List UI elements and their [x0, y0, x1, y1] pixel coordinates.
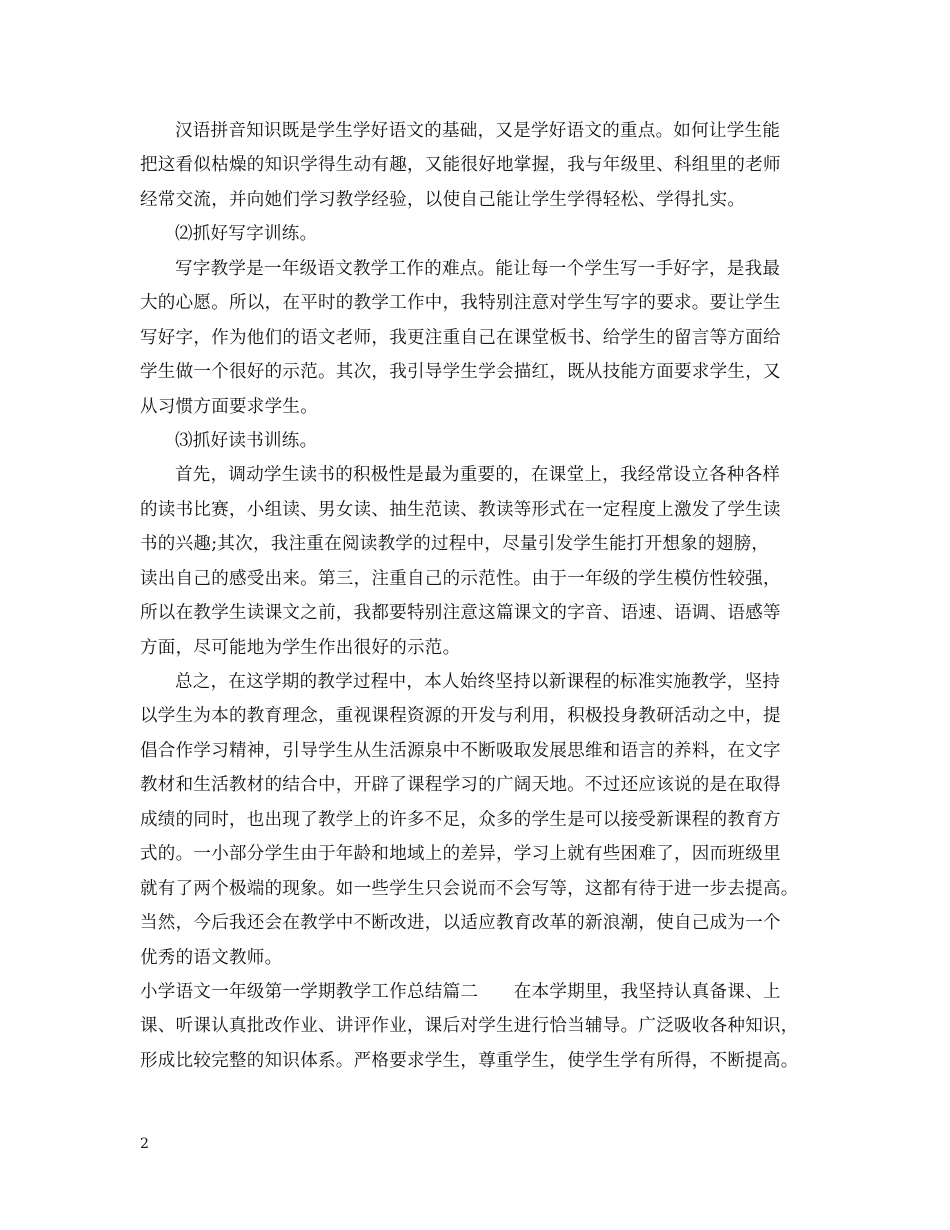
text-line: 小学语文一年级第一学期教学工作总结篇二 在本学期里，我坚持认真备课、上 — [140, 981, 781, 1002]
text-line: 从习惯方面要求学生。 — [140, 396, 318, 417]
text-line: 书的兴趣;其次，我注重在阅读教学的过程中，尽量引发学生能打开想象的翅膀， — [140, 534, 770, 555]
text-line: 倡合作学习精神，引导学生从生活源泉中不断吸取发展思维和语言的养料，在文字 — [140, 740, 781, 761]
text-line: 式的。一小部分学生由于年龄和地域上的差异，学习上就有些困难了，因而班级里 — [140, 844, 781, 865]
text-line: 总之，在这学期的教学过程中，本人始终坚持以新课程的标准实施教学，坚持 — [175, 672, 781, 692]
text-line: 写好字，作为他们的语文老师，我更注重自己在课堂板书、给学生的留言等方面给 — [140, 327, 781, 348]
text-line: 教材和生活教材的结合中，开辟了课程学习的广阔天地。不过还应该说的是在取得 — [140, 775, 781, 796]
text-line: 大的心愿。所以，在平时的教学工作中，我特别注意对学生写字的要求。要让学生 — [140, 293, 781, 314]
text-line: 写字教学是一年级语文教学工作的难点。能让每一个学生写一手好字，是我最 — [175, 258, 781, 279]
text-line: ⑶抓好读书训练。 — [175, 430, 318, 451]
text-line: 方面，尽可能地为学生作出很好的示范。 — [140, 637, 461, 658]
text-line: 成绩的同时，也出现了教学上的许多不足，众多的学生是可以接受新课程的教育方 — [140, 809, 781, 830]
page-number: 2 — [140, 1136, 149, 1152]
text-line: 形成比较完整的知识体系。严格要求学生，尊重学生，使学生学有所得，不断提高。 — [140, 1050, 799, 1071]
text-line: 读出自己的感受出来。第三，注重自己的示范性。由于一年级的学生模仿性较强， — [140, 568, 781, 589]
text-line: 当然，今后我还会在教学中不断改进，以适应教育改革的新浪潮，使自己成为一个 — [140, 913, 781, 934]
text-line: 的读书比赛，小组读、男女读、抽生范读、教读等形式在一定程度上激发了学生读 — [140, 499, 781, 520]
text-line: 经常交流，并向她们学习教学经验，以使自己能让学生学得轻松、学得扎实。 — [140, 189, 746, 210]
text-line: 课、听课认真批改作业、讲评作业，课后对学生进行恰当辅导。广泛吸收各种知识， — [140, 1016, 799, 1037]
text-line: 汉语拼音知识既是学生学好语文的基础，又是学好语文的重点。如何让学生能 — [175, 121, 781, 141]
text-line: 优秀的语文教师。 — [140, 947, 283, 968]
text-line: 就有了两个极端的现象。如一些学生只会说而不会写等，这都有待于进一步去提高。 — [140, 878, 799, 899]
text-line: 以学生为本的教育理念，重视课程资源的开发与利用，积极投身教研活动之中，提 — [140, 706, 781, 727]
text-line: 把这看似枯燥的知识学得生动有趣，又能很好地掌握，我与年级里、科组里的老师 — [140, 155, 781, 176]
document-body — [140, 114, 820, 1078]
text-line: 首先，调动学生读书的积极性是最为重要的，在课堂上，我经常设立各种各样 — [175, 465, 781, 486]
text-line: 所以在教学生读课文之前，我都要特别注意这篇课文的字音、语速、语调、语感等 — [140, 603, 781, 624]
text-line: 学生做一个很好的示范。其次，我引导学生学会描红，既从技能方面要求学生，又 — [140, 362, 781, 383]
text-line: ⑵抓好写字训练。 — [175, 224, 318, 245]
